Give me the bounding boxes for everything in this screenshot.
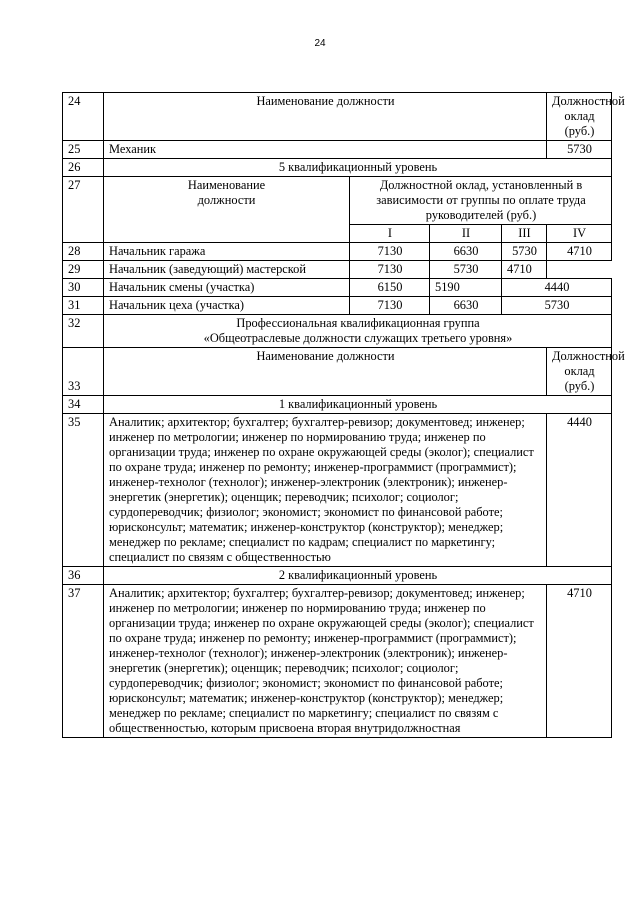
qualification-level: 5 квалификационный уровень: [104, 159, 612, 177]
salary-value: 7130: [350, 243, 430, 261]
table-row: [63, 93, 612, 141]
table-row: [63, 159, 612, 177]
column-header-position: Наименование должности: [104, 177, 350, 243]
column-header-salary: Должностной оклад (руб.): [547, 348, 612, 396]
position-list: Аналитик; архитектор; бухгалтер; бухгалтер-ревизор; документовед; инженер; инженер по метрологии; инженер по нормированию труда; инженер по организации труда; инженер по охране окружающей среды (эколог); специалист по охране труда; инженер по ремонту; инженер-программист (программист); инженер-технолог (технолог); инженер-электроник (электроник); инженер-энергетик (энергетик); оценщик; переводчик; психолог; социолог; сурдопереводчик; физиолог; экономист; экономист по финансовой работе; юрисконсульт; математик; инженер-конструктор (конструктор); менеджер; менеджер по рекламе; специалист по кадрам; специалист по маркетингу; специалист по связям с общественностью: [104, 414, 547, 567]
salary-value: 6630: [430, 297, 502, 315]
table-row: [63, 315, 612, 348]
table-row: [63, 414, 612, 567]
salary-value: 4710: [547, 585, 612, 738]
group-header: III: [502, 225, 547, 243]
position-name: Механик: [104, 141, 547, 159]
qualification-level: 2 квалификационный уровень: [104, 567, 612, 585]
salary-value: 5190: [430, 279, 502, 297]
salary-value: 5730: [547, 141, 612, 159]
row-number: 34: [63, 396, 104, 414]
salary-value: 6630: [430, 243, 502, 261]
group-header: II: [430, 225, 502, 243]
salary-value: 7130: [350, 261, 430, 279]
salary-table: [62, 92, 625, 738]
group-title: [104, 315, 612, 348]
qualification-level: 1 квалификационный уровень: [104, 396, 612, 414]
table-row: [63, 141, 612, 159]
column-header-salary-by-group: Должностной оклад, установленный в зависимости от группы по оплате труда руководителей (руб.): [350, 177, 612, 225]
position-name: Начальник (заведующий) мастерской: [104, 261, 350, 279]
row-number: 27: [63, 177, 104, 243]
position-name: Начальник гаража: [104, 243, 350, 261]
salary-value: 5730: [502, 297, 612, 315]
salary-value: 6150: [350, 279, 430, 297]
salary-value: 4440: [547, 414, 612, 567]
column-header-salary: Должностной оклад (руб.): [547, 93, 612, 141]
group-header: I: [350, 225, 430, 243]
table-row: [63, 585, 612, 738]
column-header-position: Наименование должности: [104, 348, 547, 396]
position-name: Начальник смены (участка): [104, 279, 350, 297]
column-header-position: Наименование должности: [104, 93, 547, 141]
row-number: 24: [63, 93, 104, 141]
table-row: [63, 177, 612, 225]
table-row: [63, 396, 612, 414]
salary-value: 5730: [430, 261, 502, 279]
salary-value: 4440: [502, 279, 612, 297]
salary-value: 4710: [547, 243, 612, 261]
row-number: 30: [63, 279, 104, 297]
page-number: 24: [314, 38, 326, 49]
table-row: [63, 567, 612, 585]
row-number: 35: [63, 414, 104, 567]
row-number: 29: [63, 261, 104, 279]
empty-cell: [547, 261, 612, 279]
salary-value: 4710: [502, 261, 547, 279]
position-name: Начальник цеха (участка): [104, 297, 350, 315]
row-number: 31: [63, 297, 104, 315]
table-row: [63, 297, 612, 315]
group-title-line: Профессиональная квалификационная группа: [236, 316, 480, 330]
table-row: [63, 261, 612, 279]
row-number: 33: [63, 348, 104, 396]
salary-value: 7130: [350, 297, 430, 315]
row-number: 25: [63, 141, 104, 159]
salary-value: 5730: [502, 243, 547, 261]
position-list: Аналитик; архитектор; бухгалтер; бухгалтер-ревизор; документовед; инженер; инженер по метрологии; инженер по нормированию труда; инженер по организации труда; инженер по охране окружающей среды (эколог); специалист по охране труда; инженер по ремонту; инженер-программист (программист); инженер-технолог (технолог); инженер-электроник (электроник); инженер-энергетик (энергетик); оценщик; переводчик; психолог; социолог; сурдопереводчик; физиолог; экономист; экономист по финансовой работе; юрисконсульт; математик; инженер-конструктор (конструктор); менеджер; менеджер по рекламе; специалист по маркетингу; специалист по связям с общественностью, которым присвоена вторая внутридолжностная: [104, 585, 547, 738]
table-row: [63, 243, 612, 261]
row-number: 37: [63, 585, 104, 738]
row-number: 32: [63, 315, 104, 348]
row-number: 36: [63, 567, 104, 585]
row-number: 28: [63, 243, 104, 261]
table-row: [63, 279, 612, 297]
row-number: 26: [63, 159, 104, 177]
group-title-line: «Общеотраслевые должности служащих третьего уровня»: [203, 331, 513, 345]
group-header: IV: [547, 225, 612, 243]
table-row: [63, 348, 612, 396]
